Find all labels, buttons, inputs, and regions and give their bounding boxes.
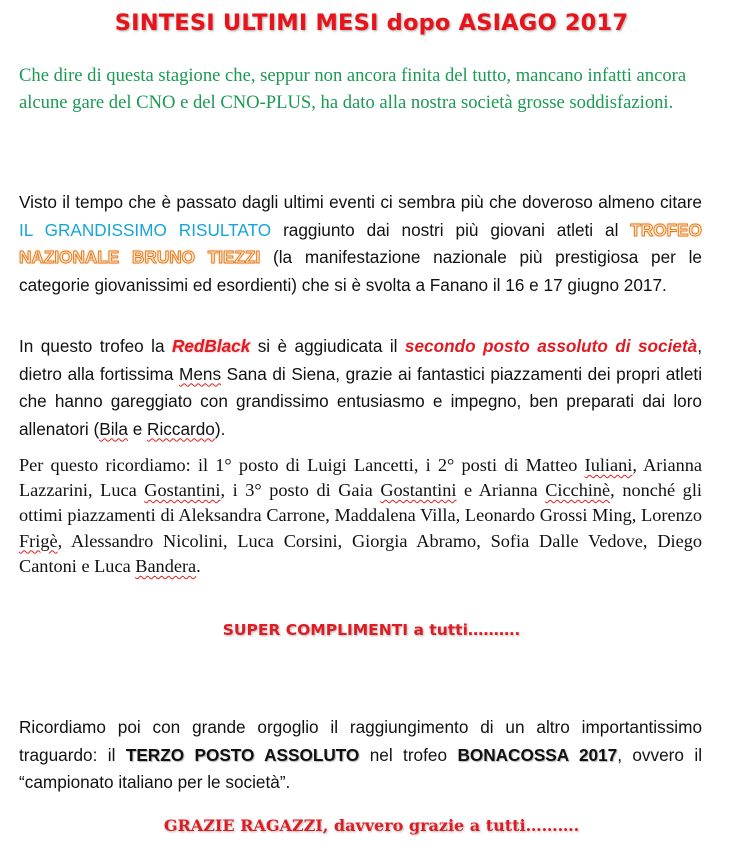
p3-text-f: , Alessandro Nicolini, Luca Corsini, Giorgia Abramo, Sofia Dalle Vedove, Diego Cantoni e Luca <box>19 530 702 576</box>
p3-text-a: Per questo ricordiamo: il 1° posto di Luigi Lancetti, i 2° posti di Matteo <box>19 455 585 475</box>
p2-text-d: Sana di Siena, grazie ai fantastici piazzamenti dei propri atleti che hanno gareggiato con grandissimo entusiasmo e impegno, ben preparati dai loro allenatori ( <box>19 363 703 439</box>
intro-paragraph: Che dire di questa stagione che, seppur non ancora finita del tutto, mancano infatti ancora alcune gare del CNO e del CNO-PLUS, ha dato alla nostra società grosse soddisfazioni. <box>19 65 687 113</box>
spellcheck-word-gostantini: Gostantini <box>144 480 221 501</box>
thanks-line: GRAZIE RAGAZZI, davvero grazie a tutti………. <box>163 816 580 835</box>
paragraph-redblack-result <box>19 333 702 443</box>
spellcheck-word-frige: Frigè <box>19 530 58 551</box>
p3-text-b: , Arianna Lazzarini, Luca <box>19 455 702 501</box>
congratulations-line: SUPER COMPLIMENTI a tutti………. <box>222 621 521 639</box>
paragraph-tiezzi-trophy <box>19 189 702 299</box>
p1-text-a: Visto il tempo che è passato dagli ultimi eventi ci sembra più che doveroso almeno citare <box>19 192 702 212</box>
spellcheck-word-iuliani: Iuliani <box>584 455 633 475</box>
p3-text-g: . <box>196 555 201 576</box>
page-title: SINTESI ULTIMI MESI dopo ASIAGO 2017 <box>114 10 629 36</box>
highlight-second-place: secondo posto assoluto di società <box>404 336 698 356</box>
paragraph-bonacossa <box>19 714 702 797</box>
p3-text-e: , nonché gli ottimi piazzamenti di Aleksandra Carrone, Maddalena Villa, Leonardo Grossi Ming, Lorenzo <box>19 480 702 526</box>
p2-text-f: ). <box>214 418 226 439</box>
p4-text-c: , ovvero il “campionato italiano per le società”. <box>19 744 703 792</box>
p4-text-b: nel trofeo <box>359 744 458 765</box>
highlight-third-place: TERZO POSTO ASSOLUTO <box>125 744 360 765</box>
p1-text-c: (la manifestazione nazionale più prestigiosa per le categorie giovanissimi ed esordienti) che si è svolta a Fanano il 16 e 17 giugno 2017. <box>19 247 702 295</box>
p3-text-d: e Arianna <box>456 480 546 501</box>
highlight-trophy-name: TROFEO NAZIONALE BRUNO TIEZZI <box>19 219 702 267</box>
spellcheck-word-bandera: Bandera <box>135 555 197 576</box>
p1-text-b: raggiunto dai nostri più giovani atleti al <box>271 219 631 240</box>
p2-text-c: , dietro alla fortissima <box>19 336 703 384</box>
team-name-redblack: RedBlack <box>171 336 251 356</box>
spellcheck-word-mens: Mens <box>179 363 222 384</box>
spellcheck-word-riccardo: Riccardo <box>147 418 215 439</box>
highlight-great-result: IL GRANDISSIMO RISULTATO <box>19 219 272 240</box>
highlight-bonacossa: BONACOSSA 2017 <box>457 744 618 765</box>
spellcheck-word-cicchine: Cicchinè <box>545 480 611 501</box>
p2-text-e: e <box>127 418 148 439</box>
p4-text-a: Ricordiamo poi con grande orgoglio il raggiungimento di un altro importantissimo traguardo: il <box>19 717 702 765</box>
p2-text-b: si è aggiudicata il <box>250 336 405 356</box>
spellcheck-word-gostantini-2: Gostantini <box>380 480 457 501</box>
p3-text-c: , i 3° posto di Gaia <box>220 480 381 501</box>
spellcheck-word-bila: Bila <box>99 418 128 439</box>
paragraph-athlete-list <box>19 453 702 579</box>
p2-text-a: In questo trofeo la <box>19 336 172 356</box>
